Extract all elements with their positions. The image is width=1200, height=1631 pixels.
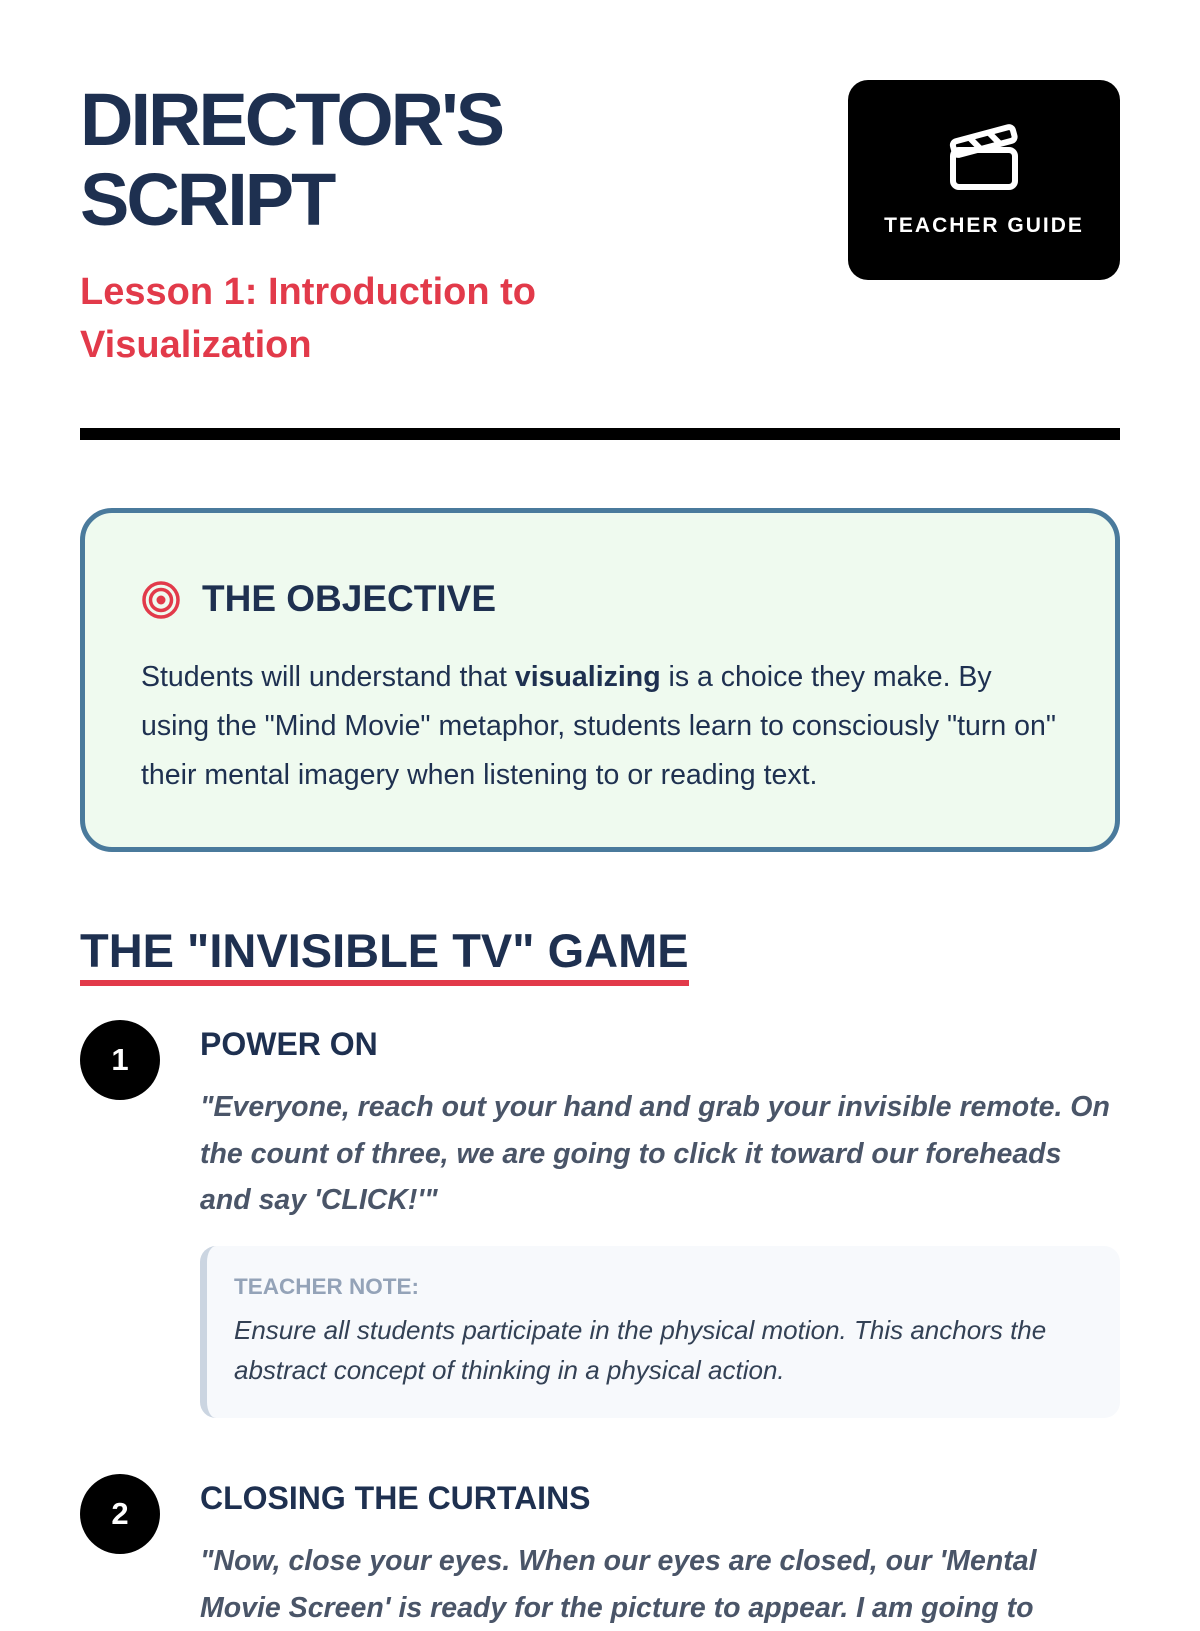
step-quote: "Now, close your eyes. When our eyes are closed, our 'Mental Movie Screen' is ready for the picture to appear. I am going to (200, 1545, 1037, 1624)
objective-keyword: visualizing (514, 661, 661, 693)
section-title: THE "INVISIBLE TV" GAME (80, 922, 689, 986)
objective-title: THE OBJECTIVE (202, 578, 496, 619)
step-quote: "Everyone, reach out your hand and grab your invisible remote. On the count of three, we are going to click it toward our foreheads and say 'CLICK!'" (200, 1091, 1110, 1216)
objective-text-end: is a choice they make. By using the "Mind Movie" metaphor, students learn to consciously "turn on" their mental imagery when listening to or reading text. (141, 661, 1056, 791)
teacher-guide-badge (848, 80, 1120, 280)
title-line-1: DIRECTOR'S (80, 78, 503, 161)
objective-text (141, 653, 1061, 800)
step-title: POWER ON (200, 1026, 378, 1062)
target-icon (141, 580, 181, 620)
objective-text-start: Students will understand that (141, 661, 515, 693)
badge-label: TEACHER GUIDE (884, 214, 1084, 237)
clapperboard-icon (949, 122, 1019, 192)
teacher-note (200, 1246, 1120, 1418)
step-title: CLOSING THE CURTAINS (200, 1480, 591, 1516)
step-number-badge: 1 (80, 1020, 160, 1100)
title-line-2: SCRIPT (80, 158, 334, 241)
page-title (80, 80, 502, 240)
header-divider (80, 428, 1120, 440)
page (80, 0, 1120, 1624)
step-number-badge: 2 (80, 1474, 160, 1554)
lesson-subtitle: Lesson 1: Introduction to Visualization (80, 271, 536, 366)
header (80, 0, 1120, 440)
teacher-note-label: TEACHER NOTE: (234, 1274, 419, 1299)
objective-box (80, 508, 1120, 852)
teacher-note-text: Ensure all students participate in the physical motion. This anchors the abstract concept of thinking in a physical action. (234, 1315, 1047, 1385)
